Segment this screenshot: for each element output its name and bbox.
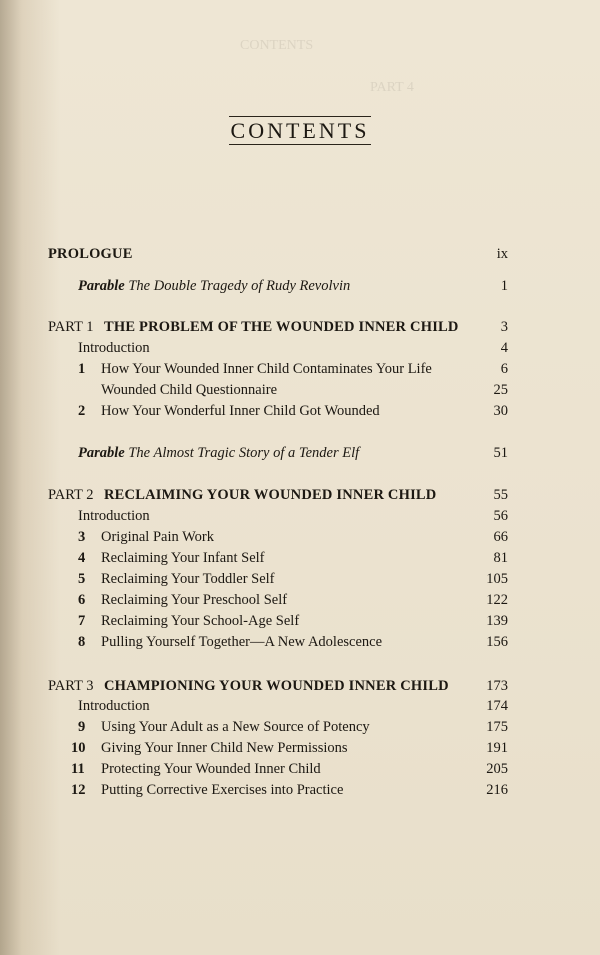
toc-chapter — [48, 780, 508, 800]
page-number: 6 — [500, 361, 508, 377]
page-number: 216 — [486, 782, 508, 798]
page-number: 3 — [500, 319, 508, 335]
page-number: 30 — [493, 403, 508, 419]
page-number: 55 — [493, 487, 508, 503]
chapter-number: 2 — [78, 403, 86, 419]
chapter-title: Reclaiming Your Toddler Self — [101, 571, 275, 587]
chapter-number: 12 — [71, 782, 86, 798]
toc-part-heading — [48, 317, 508, 337]
chapter-title: Reclaiming Your School-Age Self — [101, 613, 300, 629]
chapter-number: 6 — [78, 592, 86, 608]
page-number: 25 — [493, 382, 508, 398]
chapter-title: How Your Wounded Inner Child Contaminates Your Life — [101, 361, 432, 377]
page-number: 205 — [486, 761, 508, 777]
page-number: 122 — [486, 592, 508, 608]
chapter-number: 1 — [78, 361, 86, 377]
chapter-number: 8 — [78, 634, 86, 650]
show-through-text: CONTENTS — [240, 38, 314, 53]
parable-label: Parable — [78, 278, 125, 294]
toc-introduction: Introduction 174 — [78, 698, 508, 714]
page-title: CONTENTS — [230, 118, 370, 143]
parable-title: The Almost Tragic Story of a Tender Elf — [128, 445, 360, 461]
chapter-number: 4 — [78, 550, 86, 566]
chapter-number: 7 — [78, 613, 86, 629]
toc-chapter — [48, 527, 508, 547]
chapter-number: 11 — [71, 761, 85, 777]
chapter-number: 9 — [78, 719, 86, 735]
chapter-title: Giving Your Inner Child New Permissions — [101, 740, 348, 756]
page-number: 174 — [486, 698, 508, 714]
toc-part-heading — [48, 485, 508, 505]
page-number: 4 — [500, 340, 508, 356]
chapter-title: Putting Corrective Exercises into Practice — [101, 782, 344, 798]
chapter-title: Pulling Yourself Together—A New Adolescence — [101, 634, 383, 650]
toc-chapter — [48, 738, 508, 758]
part-title: CHAMPIONING YOUR WOUNDED INNER CHILD — [104, 678, 449, 694]
toc-chapter — [48, 401, 508, 421]
page-number: ix — [496, 246, 508, 262]
parable-label: Parable — [78, 445, 125, 461]
chapter-number: 3 — [78, 529, 86, 545]
part-label: PART 1 — [48, 319, 94, 335]
page-number: 81 — [493, 550, 508, 566]
page-number: 105 — [486, 571, 508, 587]
parable-title: The Double Tragedy of Rudy Revolvin — [128, 278, 351, 294]
toc-chapter — [48, 380, 508, 400]
chapter-title: Original Pain Work — [101, 529, 214, 545]
chapter-title: Using Your Adult as a New Source of Potency — [101, 719, 370, 735]
part-title: RECLAIMING YOUR WOUNDED INNER CHILD — [104, 487, 437, 503]
show-through-text: PART 4 — [370, 80, 414, 95]
prologue-label: PROLOGUE — [48, 246, 133, 262]
chapter-title: Reclaiming Your Preschool Self — [101, 592, 288, 608]
toc-chapter — [48, 632, 508, 652]
page-number: 51 — [493, 445, 508, 461]
toc-chapter — [48, 359, 508, 379]
toc-prologue — [48, 244, 508, 264]
toc-parable — [48, 443, 508, 463]
toc-chapter — [48, 590, 508, 610]
page-number: 175 — [486, 719, 508, 735]
chapter-number: 10 — [71, 740, 86, 756]
chapter-title: Wounded Child Questionnaire — [101, 382, 278, 398]
toc-chapter — [48, 548, 508, 568]
part-label: PART 2 — [48, 487, 94, 503]
toc-chapter — [48, 717, 508, 737]
page-number: 1 — [500, 278, 508, 294]
page-number: 156 — [486, 634, 508, 650]
toc-chapter — [48, 569, 508, 589]
chapter-number: 5 — [78, 571, 86, 587]
chapter-title: How Your Wonderful Inner Child Got Wounded — [101, 403, 380, 419]
toc-introduction: Introduction 56 — [78, 508, 508, 524]
toc-part-heading — [48, 676, 508, 696]
toc-chapter — [48, 759, 508, 779]
part-label: PART 3 — [48, 678, 94, 694]
part-title: THE PROBLEM OF THE WOUNDED INNER CHILD — [104, 319, 459, 335]
page-number: 139 — [486, 613, 508, 629]
toc-parable — [48, 276, 508, 296]
toc-introduction: Introduction 4 — [78, 340, 508, 356]
page-number: 56 — [493, 508, 508, 524]
toc-chapter — [48, 611, 508, 631]
chapter-title: Protecting Your Wounded Inner Child — [101, 761, 321, 777]
page-number: 191 — [486, 740, 508, 756]
page-number: 66 — [493, 529, 508, 545]
page-number: 173 — [486, 678, 508, 694]
chapter-title: Reclaiming Your Infant Self — [101, 550, 265, 566]
